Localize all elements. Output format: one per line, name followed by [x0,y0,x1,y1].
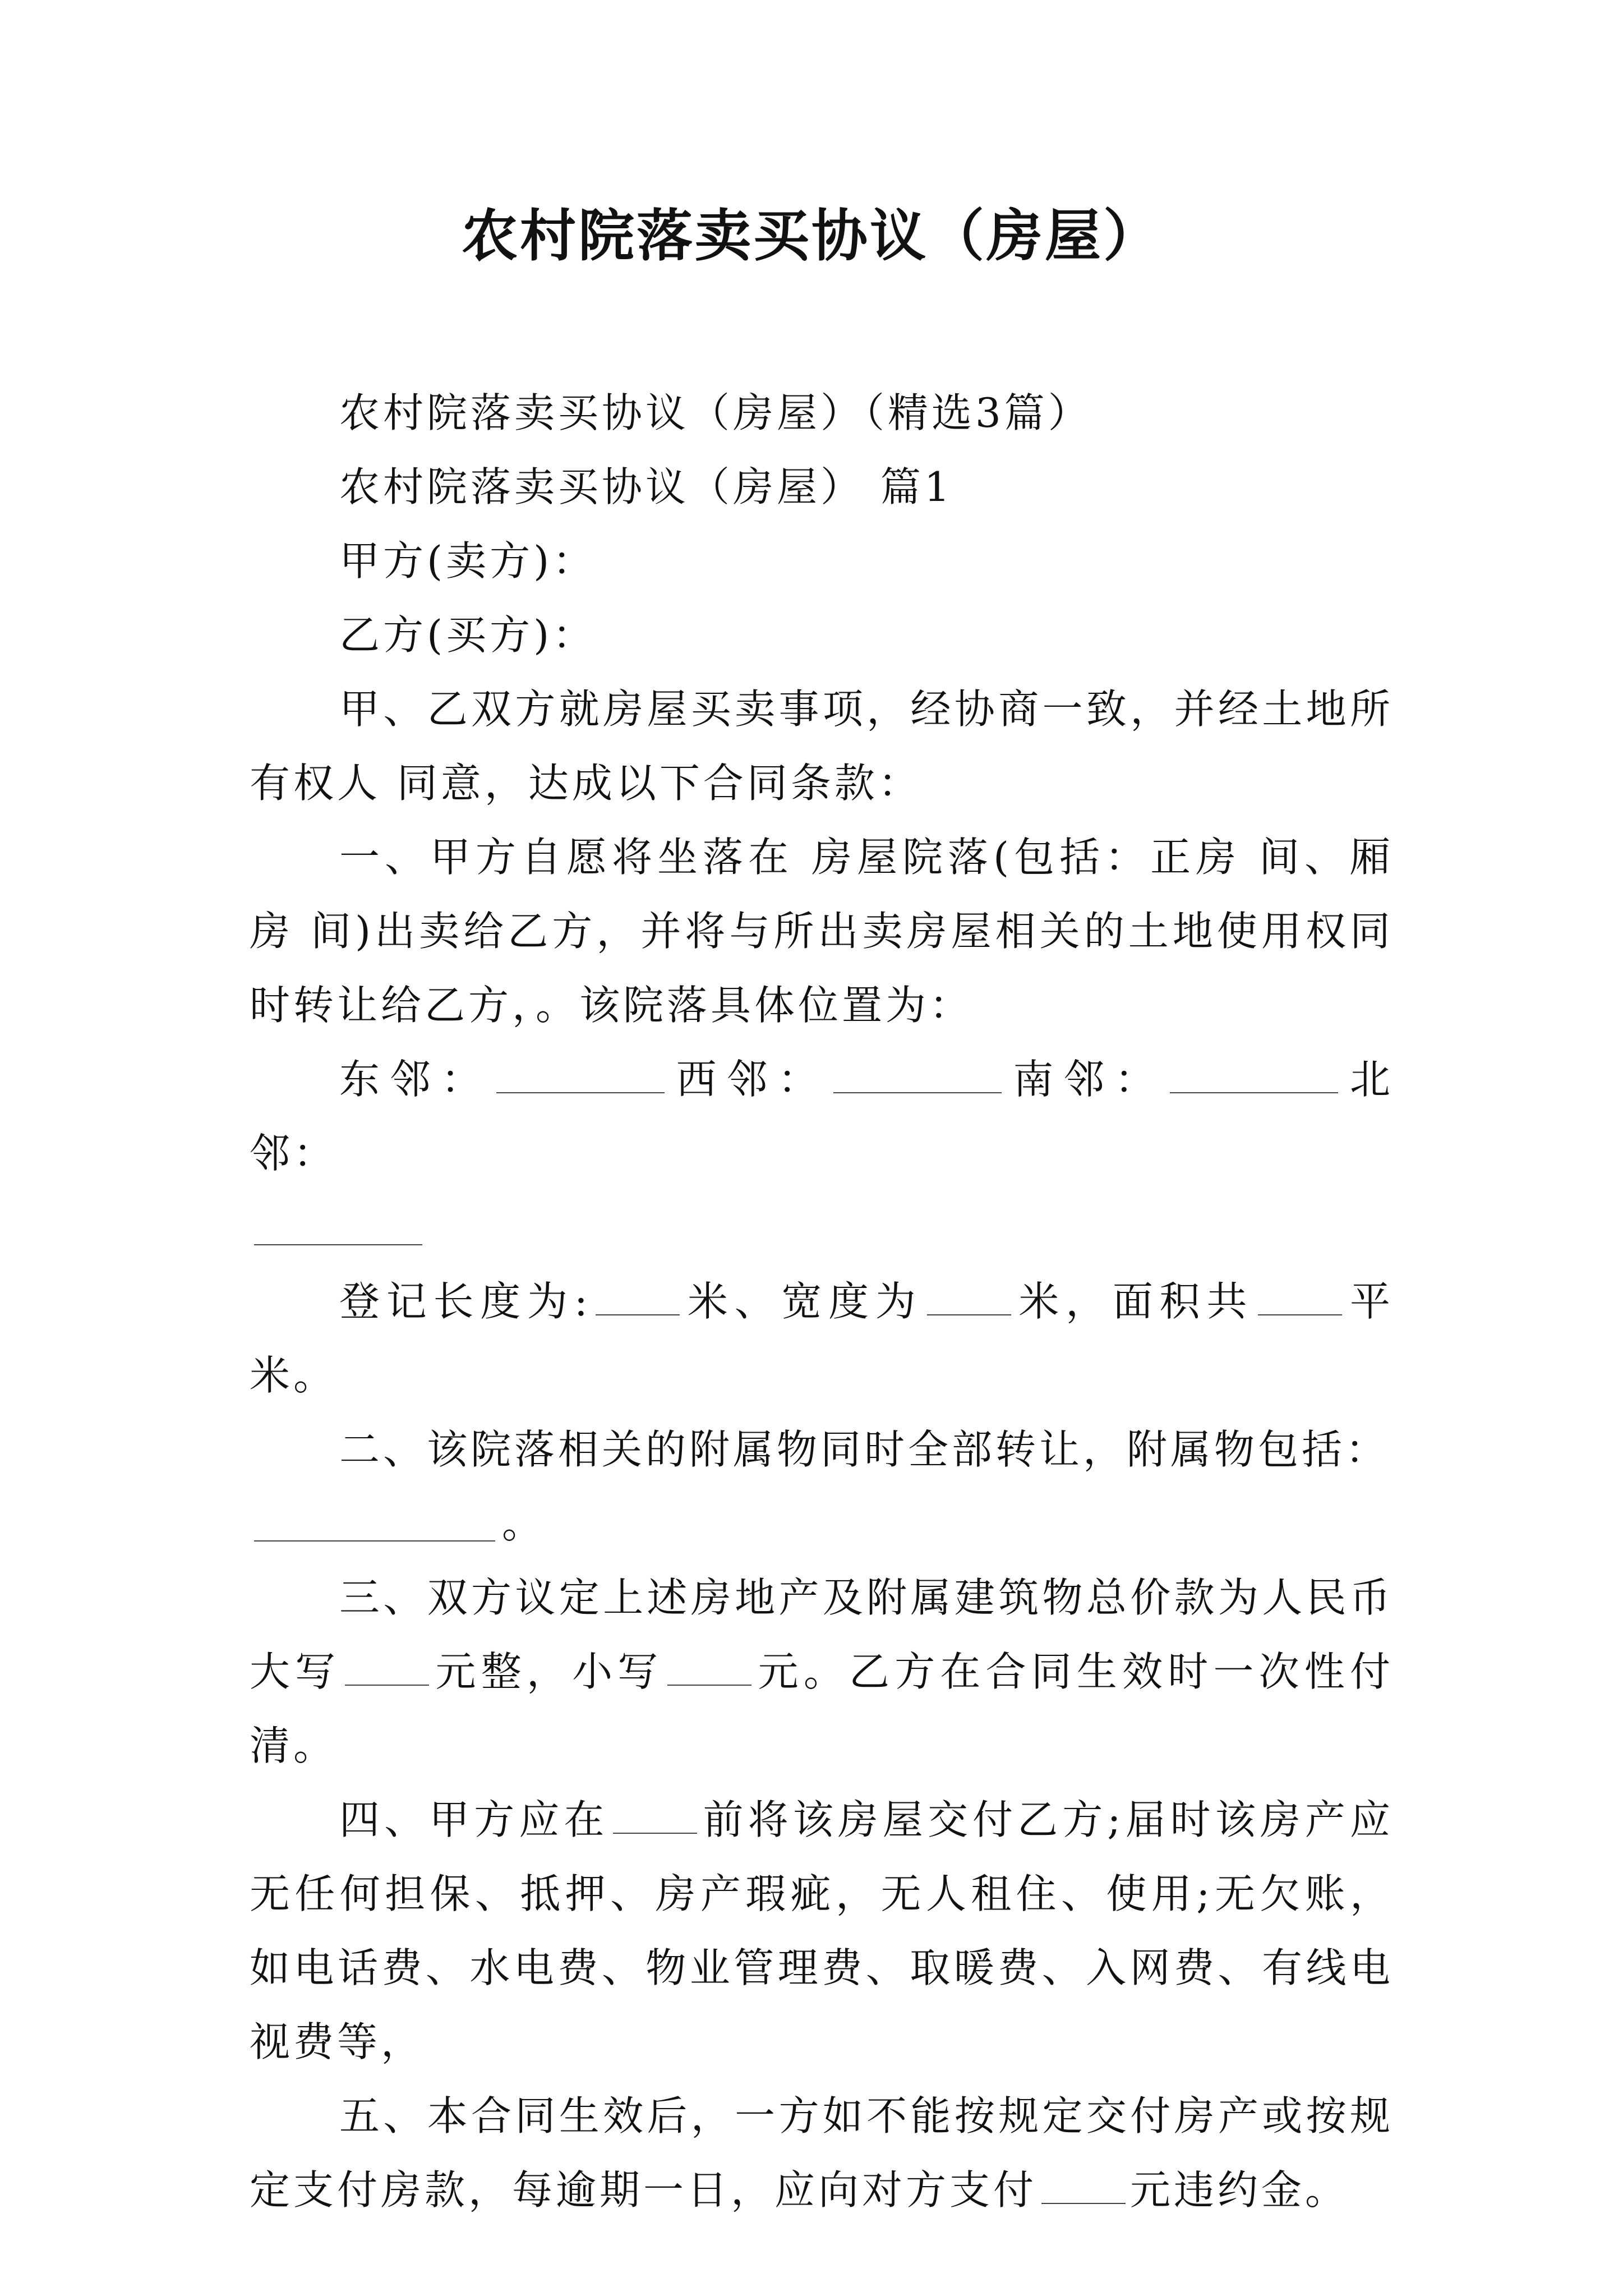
width-label: 米、宽度为 [684,1278,923,1325]
penalty-blank [1041,2169,1126,2204]
price-text-a: 三、双方议定上述房地产及附属建筑物总价款为人民币大写 [250,1574,1394,1695]
east-neighbor-label: 东邻： [339,1056,492,1103]
area-label: 米，面积共 [1015,1278,1254,1325]
penalty-text-a: 五、本合同生效后，一方如不能按规定交付房产或按规定支付房款，每逾期一日，应向对方支付 [250,2092,1394,2214]
paragraph-clause-4 [250,1783,1394,2079]
paragraph-clause-1: 一、甲方自愿将坐落在 房屋院落(包括：正房 间、厢房 间)出卖给乙方，并将与所出卖房屋相关的土地使用权同时转让给乙方，。该院落具体位置为： [250,834,1394,1029]
east-neighbor-blank [496,1059,665,1093]
paragraph-party-a: 甲方(卖方)： [339,537,597,585]
paragraph-collection-title: 农村院落卖买协议（房屋）（精选3篇） [339,389,1092,436]
south-neighbor-label: 南邻： [1006,1056,1166,1103]
delivery-text-b: 前将该房屋交付乙方;届时该房产应无任何担保、抵押、房产瑕疵，无人租住、使用;无欠账，如电话费、水电费、物业管理费、取暖费、入网费、有线电视费等， [250,1796,1394,2065]
area-unit: 平米。 [250,1278,1394,1399]
delivery-text-a: 四、甲方应在 [339,1796,609,1843]
price-uppercase-blank [345,1651,429,1686]
paragraph-party-b: 乙方(买方)： [339,611,597,659]
price-text-c: 元。乙方在合同生效时一次性付清。 [250,1648,1394,1769]
width-blank [927,1281,1011,1315]
price-text-b: 元整，小写 [434,1648,663,1695]
delivery-date-blank [613,1799,697,1834]
north-neighbor-label: 北邻： [250,1056,1394,1177]
area-blank [1258,1281,1342,1315]
north-neighbor-line [250,1190,1394,1264]
document-title: 农村院落卖买协议（房屋） [462,203,1161,269]
south-neighbor-blank [1170,1059,1338,1093]
paragraph-neighbors [250,1042,1394,1190]
paragraph-clause-2: 二、该院落相关的附属物同时全部转让，附属物包括： [339,1426,1390,1473]
attachments-line [250,1487,1394,1561]
west-neighbor-blank [833,1059,1002,1093]
paragraph-clause-5 [250,2079,1394,2227]
attachments-end: 。 [502,1500,543,1547]
paragraph-intro: 甲、乙双方就房屋买卖事项，经协商一致，并经土地所有权人 同意，达成以下合同条款： [250,685,1394,807]
document-body [250,376,1394,2227]
paragraph-clause-3 [250,1561,1394,1783]
length-label: 登记长度为: [339,1278,592,1325]
penalty-text-b: 元违约金。 [1130,2166,1349,2214]
paragraph-dimensions [250,1264,1394,1412]
paragraph-article-heading: 农村院落卖买协议（房屋） 篇1 [339,463,953,510]
length-blank [596,1281,680,1315]
attachments-blank [254,1507,495,1542]
north-neighbor-blank [254,1211,422,1245]
price-lowercase-blank [667,1651,751,1686]
west-neighbor-label: 西邻： [669,1056,829,1103]
